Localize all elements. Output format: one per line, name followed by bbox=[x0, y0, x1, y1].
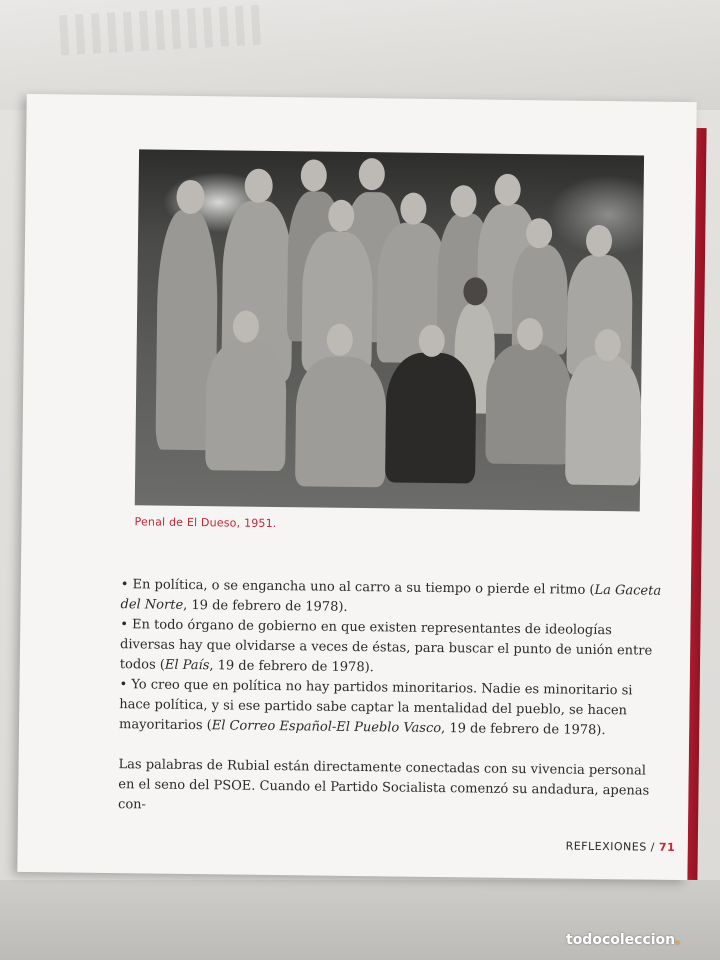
list-item: • Yo creo que en política no hay partidos minoritarios. Nadie es minoritario si hace política, y si ese partido sabe captar la mentalidad del pueblo, se hacen mayoritarios (El Correo Español-El Pueblo Vasco, 19 de febrero de 1978). bbox=[118, 677, 633, 739]
table-surface bbox=[0, 880, 720, 960]
figure-head bbox=[400, 193, 426, 225]
body-paragraph: Las palabras de Rubial están directamente conectadas con su vivencia personal en el seno del PSOE. Cuando el Partido Socialista comenzó su andadura, apenas con- bbox=[118, 757, 650, 813]
underlying-page bbox=[0, 0, 720, 110]
figure bbox=[565, 355, 642, 486]
figure bbox=[205, 340, 287, 471]
ghost-text bbox=[59, 5, 261, 55]
figure bbox=[295, 356, 387, 487]
page-footer bbox=[566, 840, 676, 854]
list-item: • En política, o se engancha uno al carro a su tiempo o pierde el ritmo (La Gaceta del Norte, 19 de febrero de 1978). bbox=[120, 577, 662, 615]
watermark-logo: todocoleccion. bbox=[566, 932, 681, 948]
photo-caption: Penal de El Dueso, 1951. bbox=[134, 515, 277, 531]
section-label: REFLEXIONES / bbox=[565, 839, 656, 854]
historical-photo bbox=[135, 149, 644, 511]
figure-head bbox=[494, 174, 520, 206]
figure-head bbox=[586, 225, 612, 257]
figure-head bbox=[359, 158, 385, 190]
figure-head bbox=[244, 169, 272, 203]
book-page bbox=[17, 94, 696, 880]
quote-list bbox=[119, 575, 666, 742]
figure bbox=[485, 344, 571, 465]
list-item: • En todo órgano de gobierno en que existen representantes de ideologías diversas hay que olvidarse a veces de éstas, para buscar el punto de unión entre todos (El País, 19 de febrero de 1978). bbox=[119, 617, 653, 676]
figure bbox=[385, 352, 477, 483]
figure-head bbox=[176, 180, 204, 214]
page-number: 71 bbox=[658, 840, 676, 854]
figure-head bbox=[301, 159, 327, 191]
